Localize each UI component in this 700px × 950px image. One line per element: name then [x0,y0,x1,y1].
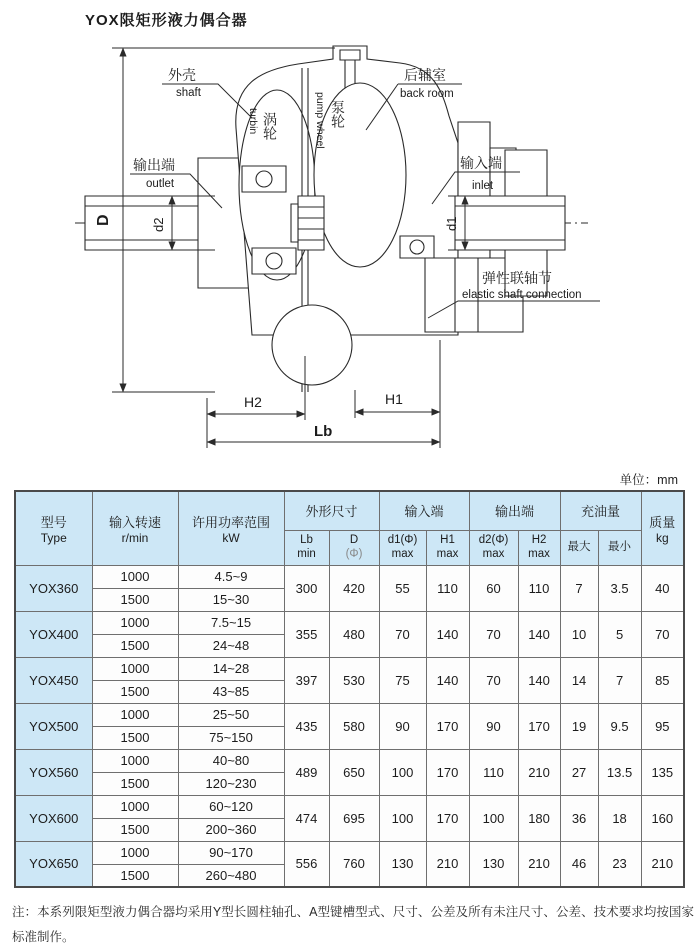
mass-cell: 95 [641,703,684,749]
d1-cell: 75 [379,657,426,703]
oil-max-cell: 14 [560,657,598,703]
oil-min-cell: 3.5 [598,565,641,611]
oil-max-cell: 10 [560,611,598,657]
dim-d2-label: d2 [151,217,166,232]
lb-cell: 556 [284,841,329,887]
d1-cell: 100 [379,749,426,795]
unit-label: 单位：mm [619,473,678,487]
d1-cell: 100 [379,795,426,841]
d1-cell: 70 [379,611,426,657]
housing-label-cn: 外壳 [168,67,196,83]
page-title: YOX限矩形液力偶合器 [85,12,248,29]
h1-cell: 170 [426,703,469,749]
header-oil-group: 充油量 [560,491,641,530]
turbine-label-cn: 涡轮 [262,112,278,140]
table-row [15,841,684,864]
d-cell: 420 [329,565,379,611]
model-cell: YOX500 [15,703,92,749]
dim-d1-label: d1 [444,216,459,231]
footnote: 注：本系列限矩型液力偶合器均采用Y型长圆柱轴孔、A型键槽型式、尺寸、公差及所有未注尺寸、公差、技术要求均按国家标准制作。 [12,905,694,944]
table-row [15,749,684,772]
speed-cell: 1500 [92,772,178,795]
oil-min-cell: 18 [598,795,641,841]
h2-cell: 210 [518,749,560,795]
h1-cell: 110 [426,565,469,611]
oil-max-cell: 19 [560,703,598,749]
speed-cell: 1500 [92,680,178,703]
model-cell: YOX650 [15,841,92,887]
header-d: D (Φ) [329,530,379,565]
outlet-label-cn: 输出端 [133,157,175,173]
lb-cell: 355 [284,611,329,657]
backroom-label-en: back room [400,88,454,100]
dim-H2-label: H2 [244,394,262,410]
header-h1: H1 max [426,530,469,565]
d-cell: 580 [329,703,379,749]
lb-cell: 474 [284,795,329,841]
elastic-label-cn: 弹性联轴节 [482,270,552,286]
pump-wheel [314,83,406,267]
power-cell: 75~150 [178,726,284,749]
backroom-label-cn: 后辅室 [404,67,446,83]
h2-cell: 180 [518,795,560,841]
mass-cell: 135 [641,749,684,795]
d-cell: 695 [329,795,379,841]
oil-max-cell: 7 [560,565,598,611]
speed-cell: 1000 [92,657,178,680]
oil-max-cell: 27 [560,749,598,795]
d1-cell: 130 [379,841,426,887]
h1-cell: 140 [426,657,469,703]
outlet-label-en: outlet [146,178,175,190]
speed-cell: 1500 [92,818,178,841]
power-cell: 40~80 [178,749,284,772]
h1-cell: 170 [426,749,469,795]
header-model: 型号 Type [15,491,92,565]
power-cell: 14~28 [178,657,284,680]
speed-cell: 1500 [92,726,178,749]
header-mass: 质量 kg [641,491,684,565]
h2-cell: 210 [518,841,560,887]
input-shaft [455,196,565,250]
table-row [15,703,684,726]
header-input-group: 输入端 [379,491,469,530]
d-cell: 480 [329,611,379,657]
power-cell: 4.5~9 [178,565,284,588]
power-cell: 24~48 [178,634,284,657]
power-cell: 25~50 [178,703,284,726]
mass-cell: 85 [641,657,684,703]
spec-table [14,490,685,888]
power-cell: 43~85 [178,680,284,703]
d2-cell: 110 [469,749,518,795]
speed-cell: 1000 [92,703,178,726]
dim-Lb-label: Lb [314,423,333,440]
dim-H1-label: H1 [385,391,403,407]
speed-cell: 1000 [92,611,178,634]
speed-cell: 1500 [92,588,178,611]
d2-cell: 70 [469,611,518,657]
pump-label-en: pump wheel [314,92,326,149]
bottom-chamber [272,305,352,385]
oil-max-cell: 46 [560,841,598,887]
speed-cell: 1500 [92,864,178,887]
model-cell: YOX360 [15,565,92,611]
power-cell: 260~480 [178,864,284,887]
mass-cell: 40 [641,565,684,611]
power-cell: 60~120 [178,795,284,818]
header-power: 许用功率范围 kW [178,491,284,565]
coupling-cross-section-diagram [0,0,700,465]
oil-min-cell: 5 [598,611,641,657]
d1-cell: 90 [379,703,426,749]
table-row [15,795,684,818]
table-row [15,611,684,634]
header-oil-max: 最大 [560,530,598,565]
speed-cell: 1000 [92,795,178,818]
h1-cell: 170 [426,795,469,841]
d2-cell: 90 [469,703,518,749]
model-cell: YOX600 [15,795,92,841]
lb-cell: 489 [284,749,329,795]
oil-min-cell: 23 [598,841,641,887]
header-oil-min: 最小 [598,530,641,565]
housing-label-en: shaft [176,87,201,99]
h2-cell: 110 [518,565,560,611]
power-cell: 90~170 [178,841,284,864]
power-cell: 7.5~15 [178,611,284,634]
lb-cell: 435 [284,703,329,749]
lb-cell: 300 [284,565,329,611]
pump-label-cn: 泵轮 [330,100,346,128]
mass-cell: 160 [641,795,684,841]
turbine-label-en: turbin [247,108,259,135]
table-row [15,565,684,588]
header-d2: d2(Φ) max [469,530,518,565]
speed-cell: 1000 [92,749,178,772]
lb-cell: 397 [284,657,329,703]
h2-cell: 140 [518,611,560,657]
mass-cell: 70 [641,611,684,657]
power-cell: 200~360 [178,818,284,841]
oil-min-cell: 9.5 [598,703,641,749]
mass-cell: 210 [641,841,684,887]
h1-cell: 140 [426,611,469,657]
header-h2: H2 max [518,530,560,565]
power-cell: 120~230 [178,772,284,795]
dim-D-label: D [95,214,112,226]
model-cell: YOX400 [15,611,92,657]
speed-cell: 1000 [92,565,178,588]
power-cell: 15~30 [178,588,284,611]
header-output-group: 输出端 [469,491,560,530]
spec-table-header [15,491,684,565]
d-cell: 760 [329,841,379,887]
h2-cell: 140 [518,657,560,703]
speed-cell: 1000 [92,841,178,864]
inlet-label-cn: 输入端 [460,155,502,171]
elastic-label-en: elastic shaft connection [462,289,582,301]
d2-cell: 130 [469,841,518,887]
d1-cell: 55 [379,565,426,611]
d2-cell: 100 [469,795,518,841]
header-speed: 输入转速 r/min [92,491,178,565]
header-d1: d1(Φ) max [379,530,426,565]
spec-table-body [15,565,684,887]
table-row [15,657,684,680]
bolt-cluster [298,196,324,250]
d-cell: 530 [329,657,379,703]
header-lb: Lb min [284,530,329,565]
model-cell: YOX560 [15,749,92,795]
h1-cell: 210 [426,841,469,887]
d-cell: 650 [329,749,379,795]
oil-min-cell: 7 [598,657,641,703]
oil-max-cell: 36 [560,795,598,841]
model-cell: YOX450 [15,657,92,703]
h2-cell: 170 [518,703,560,749]
speed-cell: 1500 [92,634,178,657]
inlet-label-en: inlet [472,180,494,192]
oil-min-cell: 13.5 [598,749,641,795]
header-dims-group: 外形尺寸 [284,491,379,530]
d2-cell: 70 [469,657,518,703]
d2-cell: 60 [469,565,518,611]
fill-plug [340,50,360,60]
